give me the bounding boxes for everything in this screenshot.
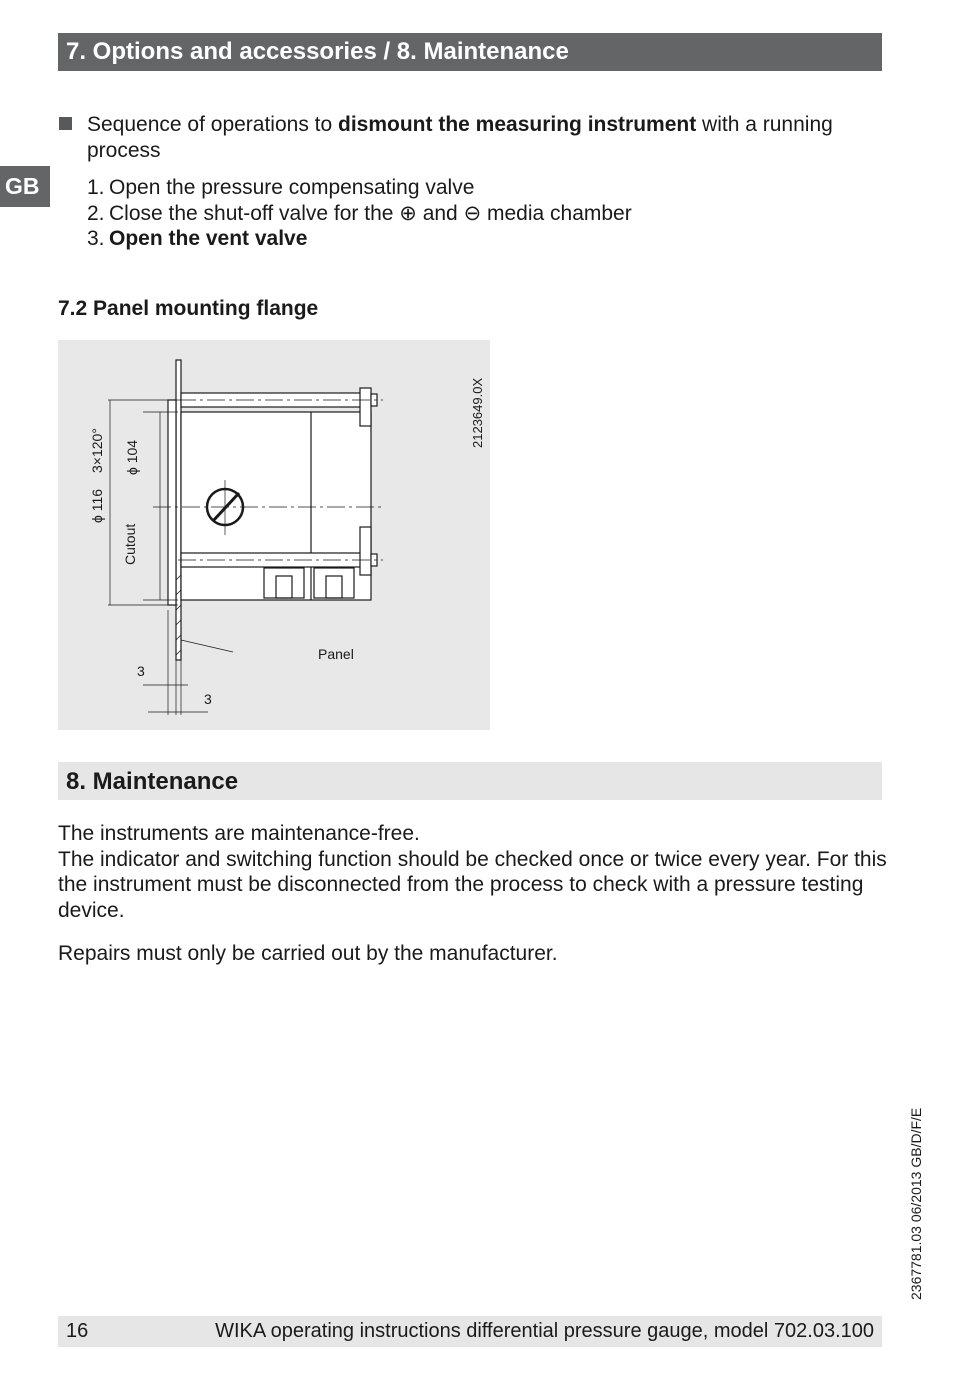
cutout-label: Cutout — [122, 523, 138, 565]
technical-drawing — [58, 340, 490, 730]
maintenance-paragraph — [58, 821, 888, 924]
dim-diameter-116: ϕ 116 — [89, 488, 105, 523]
dim-3-bottom: 3 — [204, 691, 212, 707]
section-7-2-title: 7.2 Panel mounting flange — [58, 297, 319, 320]
bullet-text-post: with a running process — [87, 113, 833, 162]
step-item — [87, 226, 632, 252]
step-text: Open the vent valve — [109, 227, 308, 250]
step-list — [87, 175, 632, 252]
bullet-square-icon — [59, 117, 72, 130]
footer-text: WIKA operating instructions differential pressure gauge, model 702.03.100 — [215, 1320, 874, 1342]
page-number: 16 — [66, 1320, 89, 1342]
bullet-text-pre: Sequence of operations to — [87, 113, 339, 136]
drawing-number: 2123649.0X — [470, 377, 485, 448]
step-item — [87, 201, 632, 227]
page-footer — [58, 1316, 882, 1347]
step-item — [87, 175, 632, 201]
page-header: 7. Options and accessories / 8. Maintenance — [58, 33, 882, 71]
bullet-paragraph — [87, 112, 847, 164]
section-8-title: 8. Maintenance — [58, 762, 882, 800]
maintenance-text-line2: The indicator and switching function should be checked once or twice every year. For this the instrument must be disconnected from the process to check with a pressure testing device. — [58, 847, 887, 923]
document-id: 2367781.03 06/2013 GB/D/F/E — [908, 1107, 924, 1300]
maintenance-text-line1: The instruments are maintenance-free. — [58, 822, 420, 845]
dim-3-top: 3 — [137, 663, 145, 679]
language-tab: GB — [0, 166, 50, 207]
step-number: 3. — [87, 227, 105, 250]
step-text: Open the pressure compensating valve — [109, 176, 475, 199]
step-text: Close the shut-off valve for the ⊕ and ⊖ media chamber — [109, 201, 632, 225]
panel-label: Panel — [318, 646, 354, 662]
dim-diameter-104: ϕ 104 — [124, 439, 140, 475]
dim-angle: 3×120° — [89, 428, 105, 473]
panel-flange-drawing — [58, 340, 490, 730]
step-number: 2. — [87, 201, 105, 225]
bullet-text-bold: dismount the measuring instrument — [338, 113, 697, 136]
step-number: 1. — [87, 176, 105, 199]
repairs-paragraph: Repairs must only be carried out by the manufacturer. — [58, 942, 558, 965]
